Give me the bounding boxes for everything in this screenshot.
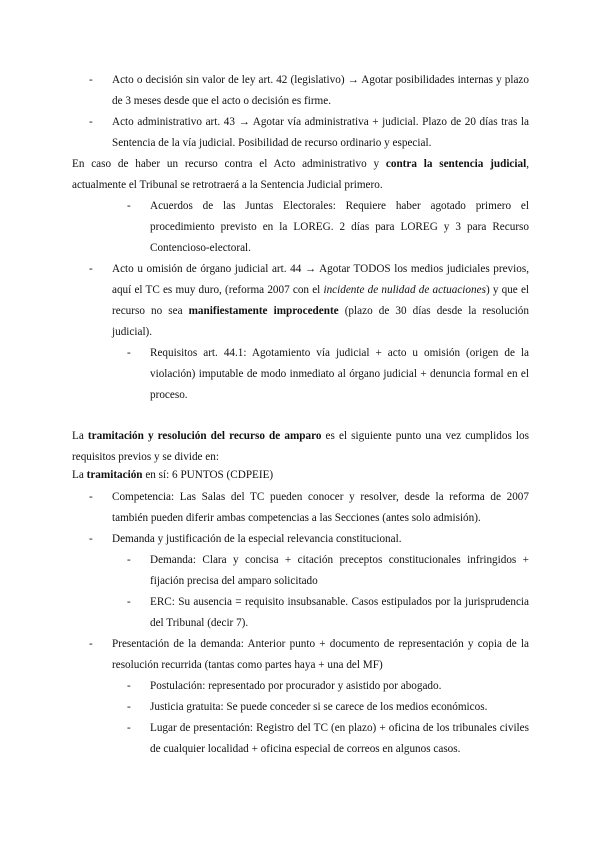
paragraph-text: en sí: 6 PUNTOS (CDPEIE) xyxy=(142,469,274,481)
paragraph-bold: tramitación xyxy=(86,469,143,481)
bullet-dash: - xyxy=(89,638,93,650)
paragraph-text: En caso de haber un recurso contra el Acto administrativo y xyxy=(72,158,386,170)
bullet-dash: - xyxy=(127,680,131,692)
text-bold: manifiestamente improcedente xyxy=(188,305,339,317)
list-item-text: Demanda y justificación de la especial relevancia constitucional. xyxy=(112,533,402,545)
bullet-dash: - xyxy=(89,74,93,86)
list-item-text xyxy=(112,259,529,343)
list-item-presentacion xyxy=(89,634,529,676)
list-item-art44 xyxy=(89,259,529,343)
text-part: Acto u omisión de órgano judicial art. 44 → Agotar TODOS los medios judiciales previos, aquí el TC es muy duro, (reforma 2007 con el xyxy=(112,263,529,296)
paragraph-text: La xyxy=(72,430,88,442)
sublist-item-postulacion xyxy=(127,676,529,697)
sublist-item-req441 xyxy=(127,343,529,406)
sublist-item-lugar-presentacion xyxy=(127,718,529,760)
bullet-dash: - xyxy=(89,263,93,275)
list-item-art43 xyxy=(89,112,529,154)
list-item-text: Demanda: Clara y concisa + citación preceptos constitucionales infringidos + fijación precisa del amparo solicitado xyxy=(150,554,529,587)
list-item-text: Justicia gratuita: Se puede conceder si se carece de los medios económicos. xyxy=(150,701,488,713)
text-italic: incidente de nulidad de actuaciones xyxy=(323,284,486,296)
sublist-item-juntas xyxy=(127,196,529,259)
list-item-demanda xyxy=(89,529,529,550)
paragraph-text: , actualmente el Tribunal se retrotraerá a la Sentencia Judicial primero. xyxy=(72,158,529,191)
paragraph-tramitacion-title xyxy=(72,465,529,486)
text-part: ) y que el recurso no sea xyxy=(112,284,530,317)
bullet-dash: - xyxy=(127,347,131,359)
list-item-text: Acuerdos de las Juntas Electorales: Requiere haber agotado primero el procedimiento previsto en la LOREG. 2 días para LOREG y 3 para Recurso Contencioso-electoral. xyxy=(150,200,529,254)
text-part: (plazo de 30 días desde la resolución judicial). xyxy=(112,305,529,338)
list-item-art42 xyxy=(89,70,529,112)
list-item-text: Acto administrativo art. 43 → Agotar vía administrativa + judicial. Plazo de 20 días tras la Sentencia de la vía judicial. Posibilidad de recurso ordinario y especial. xyxy=(112,116,529,149)
list-item-text: Acto o decisión sin valor de ley art. 42 (legislativo) → Agotar posibilidades internas y plazo de 3 meses desde que el acto o decisión es firme. xyxy=(112,74,529,107)
bullet-dash: - xyxy=(127,200,131,212)
bullet-dash: - xyxy=(127,554,131,566)
sublist-item-erc xyxy=(127,592,529,634)
sublist-item-demanda-detail xyxy=(127,550,529,592)
paragraph-recurso xyxy=(72,154,529,196)
sublist-item-justicia-gratuita xyxy=(127,697,529,718)
paragraph-text: es el siguiente punto una vez cumplidos los requisitos previos y se divide en: xyxy=(72,430,529,463)
list-item-text: Presentación de la demanda: Anterior punto + documento de representación y copia de la resolución recurrida (tantas como partes haya + una del MF) xyxy=(112,638,529,671)
list-item-text: Competencia: Las Salas del TC pueden conocer y resolver, desde la reforma de 2007 también pueden diferir ambas competencias a las Secciones (antes solo admisión). xyxy=(112,491,529,524)
list-item-competencia xyxy=(89,487,529,529)
bullet-dash: - xyxy=(89,491,93,503)
paragraph-text: La xyxy=(72,469,87,481)
list-item-text: Postulación: representado por procurador y asistido por abogado. xyxy=(150,680,442,692)
list-item-text: Requisitos art. 44.1: Agotamiento vía judicial + acto u omisión (origen de la violación) imputable de modo inmediato al órgano judicial + denuncia formal en el proceso. xyxy=(150,347,529,401)
list-item-text: ERC: Su ausencia = requisito insubsanable. Casos estipulados por la jurisprudencia del Tribunal (decir 7). xyxy=(150,596,529,629)
bullet-dash: - xyxy=(89,533,93,545)
bullet-dash: - xyxy=(127,722,131,734)
paragraph-bold: contra la sentencia judicial xyxy=(385,158,527,170)
paragraph-tramitacion-intro xyxy=(72,426,529,468)
bullet-dash: - xyxy=(127,701,131,713)
bullet-dash: - xyxy=(127,596,131,608)
paragraph-bold: tramitación y resolución del recurso de amparo xyxy=(87,430,322,442)
list-item-text: Lugar de presentación: Registro del TC (en plazo) + oficina de los tribunales civiles de cualquier localidad + oficina especial de correos en algunos casos. xyxy=(150,722,529,755)
bullet-dash: - xyxy=(89,116,93,128)
